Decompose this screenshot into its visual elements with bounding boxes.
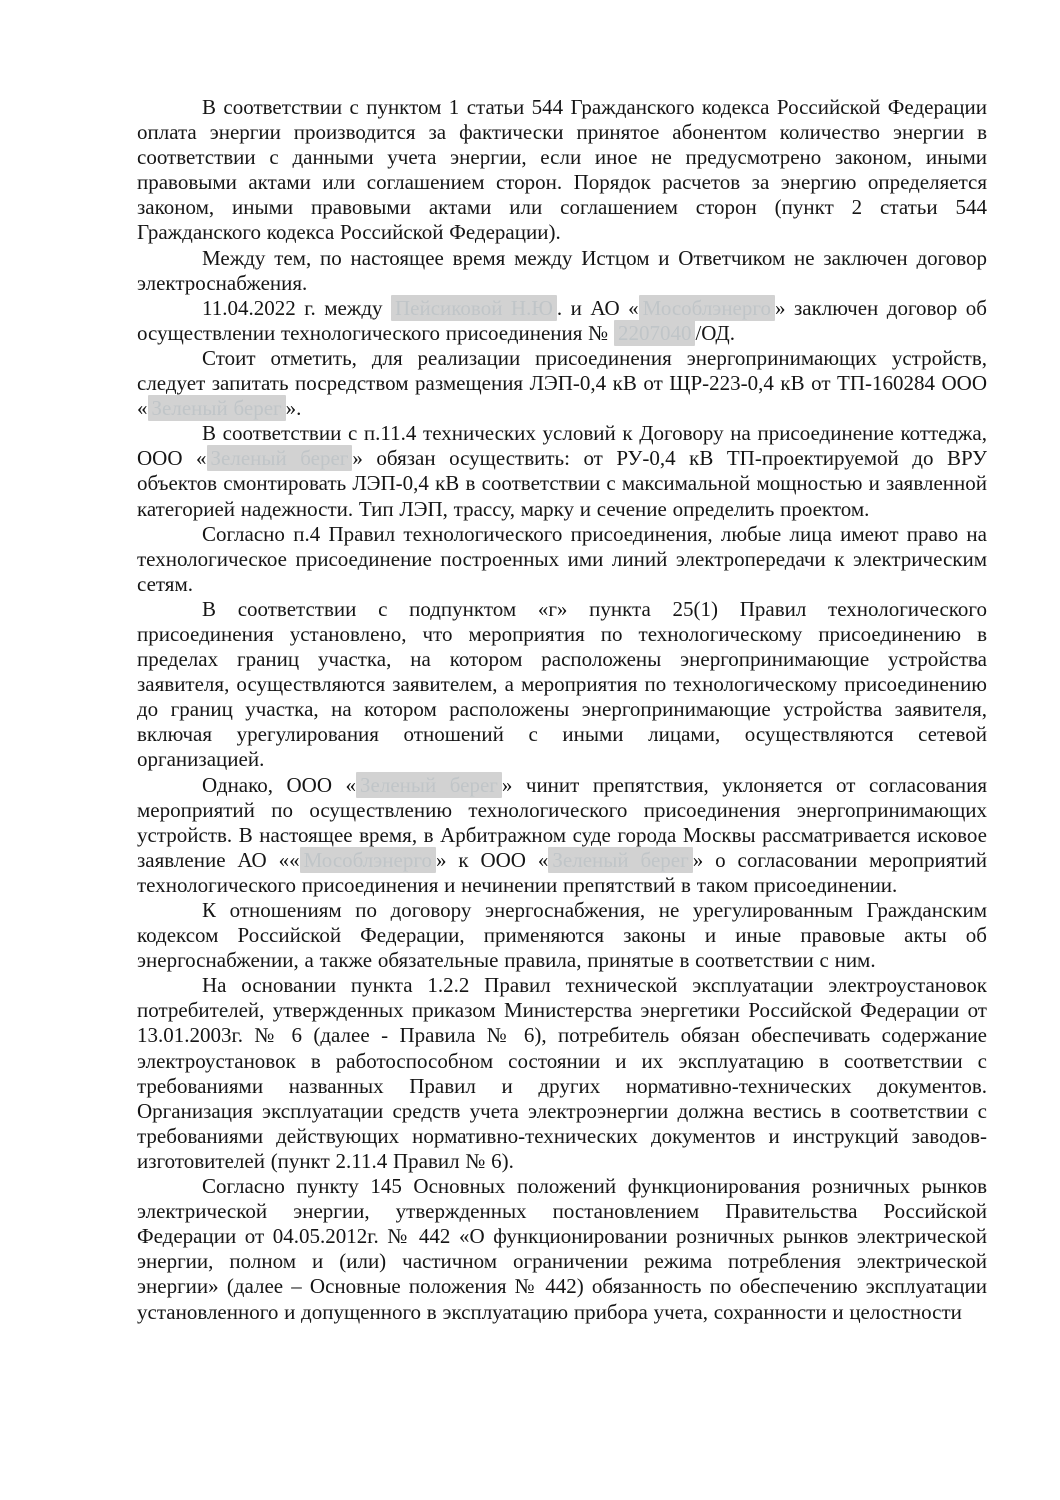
paragraph: Между тем, по настоящее время между Истцом и Ответчиком не заключен договор электроснабжения. [137, 245, 987, 295]
redaction-box: Мособлэнерго [300, 847, 436, 873]
paragraph: 11.04.2022 г. между Пейсиковой Н.Ю . и АО « Мособлэнерго » заключен договор об осуществлении технологического присоединения № 2207040 /ОД. [137, 295, 987, 345]
redaction-box: Мособлэнерго [639, 295, 775, 321]
paragraph: Согласно п.4 Правил технологического присоединения, любые лица имеют право на технологическое присоединение построенных ими линий электропередачи к электрическим сетям. [137, 521, 987, 596]
paragraph: На основании пункта 1.2.2 Правил технической эксплуатации электроустановок потребителей, утвержденных приказом Министерства энергетики Российской Федерации от 13.01.2003г. № 6 (далее - Правила № 6), потребитель обязан обеспечивать содержание электроустановок в работоспособном состоянии и их эксплуатацию в соответствии с требованиями названных Правил и других нормативно-технических документов. Организация эксплуатации средств учета электроэнергии должна вестись в соответствии с требованиями действующих нормативно-технических документов и инструкций заводов-изготовителей (пункт 2.11.4 Правил № 6). [137, 973, 987, 1173]
paragraph: В соответствии с подпунктом «г» пункта 25(1) Правил технологического присоединения установлено, что мероприятия по технологическому присоединению в пределах границ участка, на котором расположены энергопринимающие устройства заявителя, осуществляются заявителем, а мероприятия по технологическому присоединению до границ участка, на котором расположены энергопринимающие устройства заявителя, включая урегулирования отношений с иными лицами, осуществляются сетевой организацией. [137, 596, 987, 772]
paragraph: Стоит отметить, для реализации присоединения энергопринимающих устройств, следует запитать посредством размещения ЛЭП-0,4 кВ от ЩР-223-0,4 кВ от ТП-160284 ООО « Зеленый берег ». [137, 345, 987, 421]
redaction-box: Пейсиковой Н.Ю [391, 295, 557, 321]
redaction-box: Зеленый берег [207, 445, 353, 471]
paragraph: В соответствии с пунктом 1 статьи 544 Гражданского кодекса Российской Федерации оплата энергии производится за фактически принятое абонентом количество энергии в соответствии с данными учета энергии, если иное не предусмотрено законом, иными правовыми актами или соглашением сторон. Порядок расчетов за энергию определяется законом, иными правовыми актами или соглашением сторон (пункт 2 статьи 544 Гражданского кодекса Российской Федерации). [137, 95, 987, 245]
paragraph: Однако, ООО « Зеленый берег » чинит препятствия, уклоняется от согласования мероприятий по осуществлению технологического присоединения энергопринимающих устройств. В настоящее время, в Арбитражном суде города Москвы рассматривается исковое заявление АО «« Мособлэнерго » к ООО « Зеленый берег » о согласовании мероприятий технологического присоединения и нечинении препятствий в таком присоединении. [137, 772, 988, 897]
redaction-box: Зеленый берег [148, 395, 286, 421]
redaction-box: Зеленый берег [548, 847, 692, 873]
redaction-box: 2207040 [614, 320, 696, 346]
redaction-box: Зеленый берег [356, 772, 502, 798]
paragraph: Согласно пункту 145 Основных положений функционирования розничных рынков электрической энергии, утвержденных постановлением Правительства Российской Федерации от 04.05.2012г. № 442 «О функционировании розничных рынков электрической энергии, полном и (или) частичном ограничении режима потребления электрической энергии» (далее – Основные положения № 442) обязанность по обеспечению эксплуатации установленного и допущенного в эксплуатацию прибора учета, сохранности и целостности [137, 1174, 987, 1324]
paragraph: В соответствии с п.11.4 технических условий к Договору на присоединение коттеджа, ООО « Зеленый берег » обязан осуществить: от РУ-0,4 кВ ТП-проектируемой до ВРУ объектов смонтировать ЛЭП-0,4 кВ в соответствии с максимальной мощностью и заявленной категорией надежности. Тип ЛЭП, трассу, марку и сечение определить проектом. [137, 421, 988, 521]
document-body [137, 95, 987, 1325]
paragraph: К отношениям по договору энергоснабжения, не урегулированным Гражданским кодексом Российской Федерации, применяются законы и иные правовые акты об энергоснабжении, а также обязательные правила, принятые в соответствии с ним. [137, 898, 987, 973]
